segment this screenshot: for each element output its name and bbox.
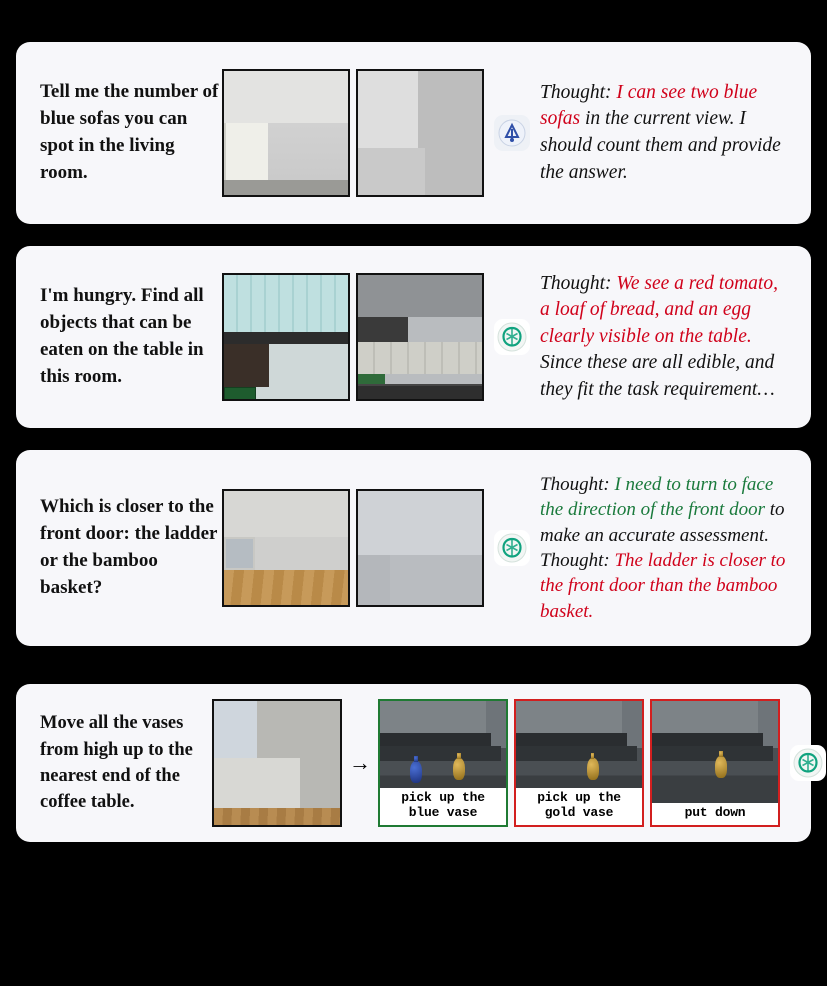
- thought-text: [540, 472, 795, 624]
- example-row-move-vases: [16, 684, 811, 842]
- frame-strip: [222, 489, 484, 607]
- thought-rest: in the current view. I should count them and provide the answer.: [540, 108, 781, 183]
- openai-swirl-icon: [494, 115, 530, 151]
- frame-strip: [212, 699, 780, 827]
- thought-label: Thought:: [540, 272, 612, 294]
- frame-living-room-sofa-closeup: [222, 69, 350, 197]
- frame-strip: [222, 69, 484, 197]
- thought-text: [540, 271, 795, 404]
- frame-action-put-down: [650, 699, 780, 827]
- frame-kitchen-tiles: [222, 273, 350, 401]
- frame-living-room-wide: [356, 69, 484, 197]
- openai-logo-icon: [494, 530, 530, 566]
- prompt-text: Tell me the number of blue sofas you can spot in the living room.: [40, 81, 219, 183]
- thought-mid: to make an accurate assessment.: [540, 499, 785, 546]
- example-row-edible-objects: [16, 246, 811, 428]
- frame-action-pick-blue-vase: [378, 699, 508, 827]
- thought-highlight: We see a red tomato, a loaf of bread, and an egg clearly visible on the table.: [540, 272, 778, 347]
- action-caption: pick up the blue vase: [380, 788, 506, 825]
- example-row-closer-to-front-door: [16, 450, 811, 646]
- openai-logo-icon: [494, 319, 530, 355]
- thought-highlight-2: The ladder is closer to the front door than the bamboo basket.: [540, 550, 786, 622]
- action-caption: pick up the gold vase: [516, 788, 642, 825]
- thought-label: Thought:: [540, 474, 610, 496]
- thought-highlight: I can see two blue sofas: [540, 81, 758, 130]
- frame-table-with-food: [356, 273, 484, 401]
- prompt-text: Which is closer to the front door: the ladder or the bamboo basket?: [40, 496, 218, 598]
- frame-living-room-overview: [212, 699, 342, 827]
- thought-highlight: I need to turn to face the direction of the front door: [540, 474, 774, 521]
- arrow-icon: →: [349, 750, 371, 775]
- frame-strip: [222, 273, 484, 401]
- frame-dining-room: [222, 489, 350, 607]
- frame-hallway-basket: [356, 489, 484, 607]
- prompt-text: I'm hungry. Find all objects that can be eaten on the table in this room.: [40, 285, 204, 387]
- openai-logo-icon: [790, 745, 826, 781]
- thought-rest: Since these are all edible, and they fit the task requirement…: [540, 352, 775, 400]
- action-caption: put down: [652, 803, 778, 825]
- thought-text: [540, 80, 795, 186]
- figure-page: [0, 42, 827, 986]
- frame-action-pick-gold-vase: [514, 699, 644, 827]
- thought-label: Thought:: [540, 81, 612, 103]
- example-row-blue-sofas: [16, 42, 811, 224]
- thought-label-2: Thought:: [540, 550, 610, 571]
- prompt-text: Move all the vases from high up to the nearest end of the coffee table.: [40, 713, 193, 813]
